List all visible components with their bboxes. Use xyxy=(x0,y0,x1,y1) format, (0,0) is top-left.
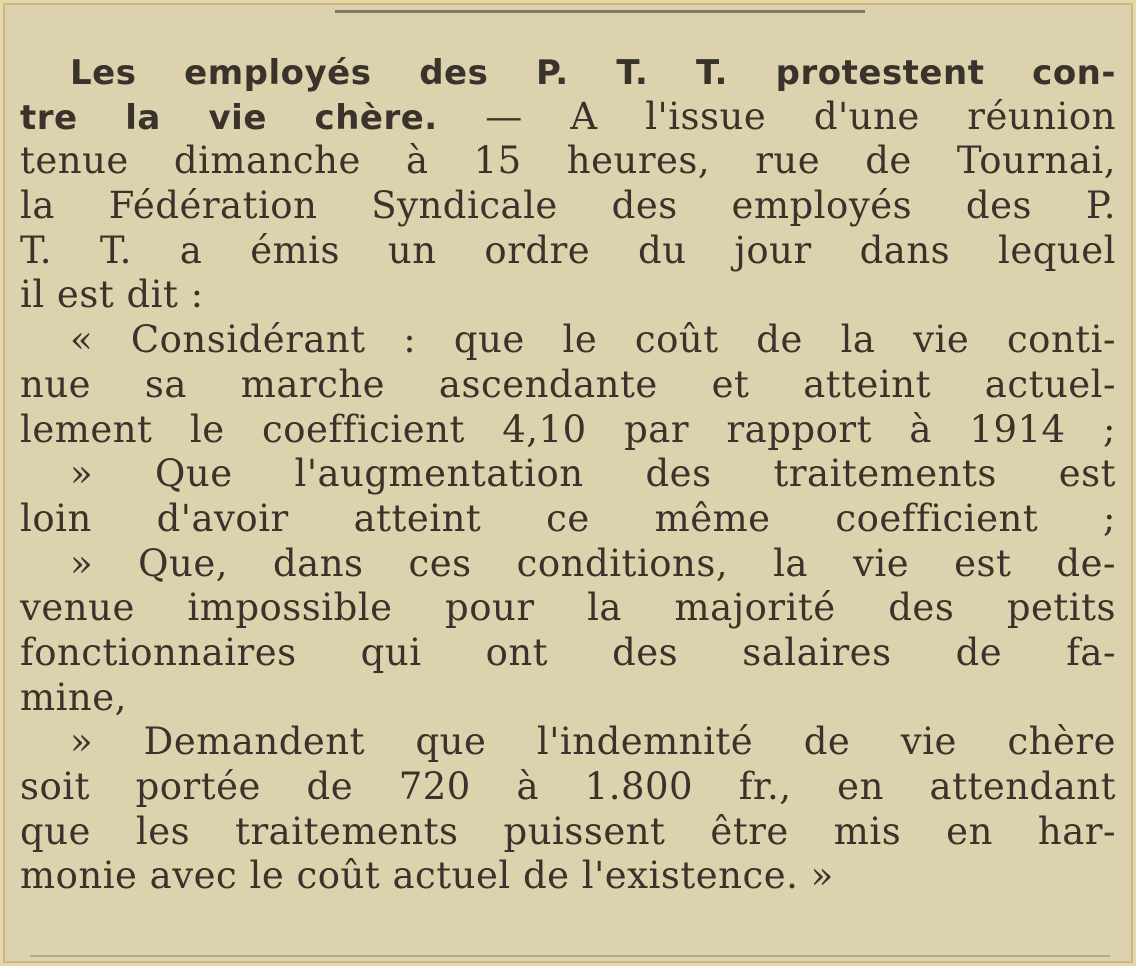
article-line: monie avec le coût actuel de l'existence. » xyxy=(20,854,834,898)
article-line: » Que, dans ces conditions, la vie est de- xyxy=(70,541,1116,585)
news-article xyxy=(20,50,1116,899)
article-line: il est dit : xyxy=(20,273,204,317)
article-line: que les traitements puissent être mis en har- xyxy=(20,809,1116,853)
article-line: T. T. a émis un ordre du jour dans lequel xyxy=(20,228,1116,272)
article-line: loin d'avoir atteint ce même coefficient ; xyxy=(20,496,1116,540)
article-text: — A l'issue d'une réunion xyxy=(485,94,1116,138)
ornament-divider xyxy=(335,0,865,13)
headline-end: tre la vie chère. xyxy=(20,97,438,138)
article-line: soit portée de 720 à 1.800 fr., en attendant xyxy=(20,765,1116,808)
article-line: « Considérant : que le coût de la vie conti- xyxy=(70,318,1116,362)
bottom-divider xyxy=(30,955,1110,957)
article-line: la Fédération Syndicale des employés des P. xyxy=(20,184,1116,228)
headline: Les employés des P. T. T. protestent con- xyxy=(70,53,1116,93)
article-line: fonctionnaires qui ont des salaires de fa- xyxy=(20,630,1116,674)
article-line: lement le coefficient 4,10 par rapport à 1914 ; xyxy=(20,407,1116,451)
article-line: tenue dimanche à 15 heures, rue de Tournai, xyxy=(20,139,1116,183)
article-line: venue impossible pour la majorité des petits xyxy=(20,586,1116,630)
article-line: » Que l'augmentation des traitements est xyxy=(70,452,1116,496)
article-line: mine, xyxy=(20,675,127,719)
article-line: » Demandent que l'indemnité de vie chère xyxy=(70,720,1116,764)
article-line xyxy=(20,95,1116,140)
article-line: nue sa marche ascendante et atteint actuel- xyxy=(20,362,1116,406)
headline-line xyxy=(20,50,1116,95)
